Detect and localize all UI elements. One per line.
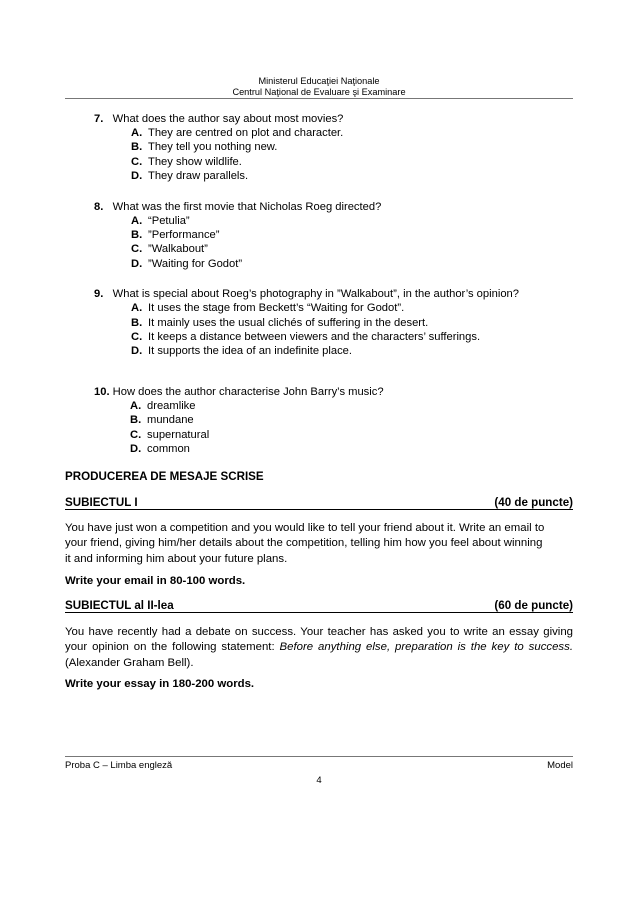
option-d: D. ”Waiting for Godot” [131, 257, 243, 270]
option-b: B. It mainly uses the usual clichés of suffering in the desert. [131, 316, 429, 329]
question-number: 10. [94, 385, 110, 398]
option-a: A. It uses the stage from Beckett’s “Waiting for Godot”. [131, 302, 405, 315]
option-c: C. They show wildlife. [131, 155, 242, 168]
subject-1-prompt: You have just won a competition and you would like to tell your friend about it. Write an email to your friend, giving him/her details about the competition, telling him how you feel about winning it and informing him about your future plans. [65, 522, 545, 565]
subject-2-instruction: Write your essay in 180-200 words. [65, 678, 255, 690]
section-title: PRODUCEREA DE MESAJE SCRISE [65, 470, 264, 483]
subject-2-label: SUBIECTUL al II-lea [65, 599, 174, 612]
option-c: C. supernatural [130, 428, 210, 441]
header-center: Centrul Naţional de Evaluare şi Examinare [232, 87, 406, 97]
subject-1-points: (40 de puncte) [494, 496, 573, 509]
question-text: What is special about Roeg’s photography in ”Walkabout”, in the author’s opinion? [112, 288, 519, 301]
question-10 [94, 385, 564, 457]
subject-2-heading [65, 599, 573, 613]
page-number: 4 [316, 775, 322, 786]
option-a: A. “Petulia” [131, 214, 190, 227]
subject-2-points: (60 de puncte) [494, 599, 573, 612]
header-divider [65, 98, 573, 99]
question-8 [94, 200, 564, 272]
option-b: B. mundane [130, 414, 194, 427]
subject-1-label: SUBIECTUL I [65, 496, 138, 509]
question-text: How does the author characterise John Barry’s music? [112, 385, 384, 398]
page-header [65, 76, 573, 98]
question-7 [94, 112, 564, 184]
question-number: 7. [94, 113, 104, 125]
option-a: A. They are centred on plot and character. [131, 127, 344, 139]
question-text: What was the first movie that Nicholas Roeg directed? [112, 200, 382, 213]
option-c: C. It keeps a distance between viewers and the characters’ sufferings. [131, 331, 481, 344]
option-c: C. ”Walkabout” [131, 243, 208, 256]
question-number: 9. [94, 288, 104, 301]
option-b: B. ”Performance” [131, 229, 220, 242]
footer-divider [65, 756, 573, 757]
question-list [94, 112, 564, 473]
footer-model: Model [547, 760, 573, 771]
option-b: B. They tell you nothing new. [131, 141, 278, 154]
option-d: D. They draw parallels. [131, 170, 249, 183]
subject-2-prompt: You have recently had a debate on success. Your teacher has asked you to write an essay giving your opinion on the following statement: Before anything else, preparation is the key to success. (Alexander Graham Bell). [65, 626, 573, 669]
option-d: D. common [130, 443, 190, 456]
page-footer [65, 760, 573, 771]
header-ministry: Ministerul Educaţiei Naţionale [258, 76, 380, 86]
essay-quote: Before anything else, preparation is the key to success. [279, 641, 573, 654]
option-d: D. It supports the idea of an indefinite place. [131, 345, 352, 358]
footer-exam: Proba C – Limba engleză [65, 760, 173, 771]
question-9 [94, 287, 564, 359]
question-number: 8. [94, 200, 104, 213]
option-a: A. dreamlike [130, 399, 196, 412]
question-text: What does the author say about most movies? [112, 113, 344, 125]
subject-1-instruction: Write your email in 80-100 words. [65, 575, 246, 587]
subject-1-heading [65, 496, 573, 510]
